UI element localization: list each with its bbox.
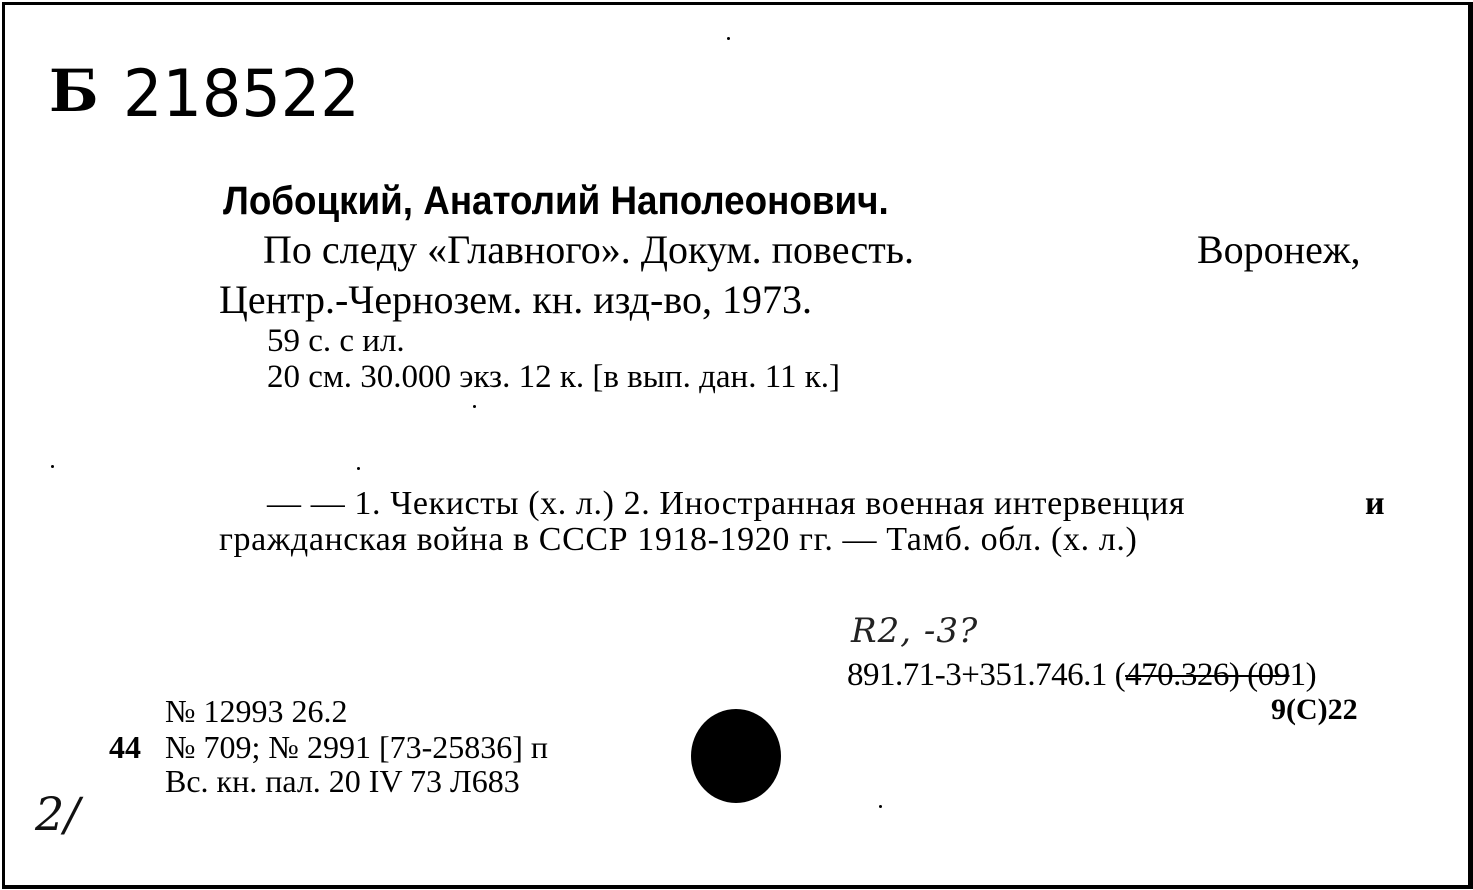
speck <box>879 805 882 808</box>
registration-prefix: 44 <box>109 729 141 765</box>
speck <box>51 465 54 468</box>
bbk-index: 9(С)22 <box>1271 693 1358 726</box>
stamp-number: 218522 <box>123 55 360 132</box>
udc-main: 891.71-3+351.746.1 ( <box>847 657 1126 693</box>
speck <box>357 467 360 470</box>
subjects-line-1: — — 1. Чекисты (х. л.) 2. Иностранная военная интервенция <box>267 485 1186 522</box>
author-heading: Лобоцкий, Анатолий Наполеонович. <box>223 179 889 223</box>
speck <box>473 405 476 408</box>
subjects-conjunction: и <box>1365 485 1385 522</box>
book-title: По следу «Главного». Докум. повесть. <box>263 227 914 272</box>
physical-description: 20 см. 30.000 экз. 12 к. [в вып. дан. 11 к.] <box>267 359 840 395</box>
publication-city: Воронеж, <box>1197 227 1361 272</box>
udc-end: 1) <box>1289 657 1317 693</box>
handwritten-code: R2, -3? <box>851 611 979 651</box>
registration-numbers: № 709; № 2991 [73-25836] п <box>165 729 549 765</box>
handwritten-signature: 2/ <box>35 787 80 841</box>
book-chamber-line: Вс. кн. пал. 20 IV 73 Л683 <box>165 763 520 799</box>
publisher-line: Центр.-Чернозем. кн. изд-во, 1973. <box>219 277 812 322</box>
udc-struck: 470.326) (09 <box>1125 657 1290 693</box>
speck <box>727 37 730 40</box>
stamp-letter: Б <box>49 57 97 125</box>
punch-hole <box>691 709 781 803</box>
catalog-card <box>2 2 1473 889</box>
pages-line: 59 с. с ил. <box>267 323 405 359</box>
record-number: № 12993 26.2 <box>165 693 348 729</box>
udc-index <box>847 657 1316 694</box>
subjects-line-2: гражданская война в СССР 1918-1920 гг. — Тамб. обл. (х. л.) <box>219 521 1138 558</box>
